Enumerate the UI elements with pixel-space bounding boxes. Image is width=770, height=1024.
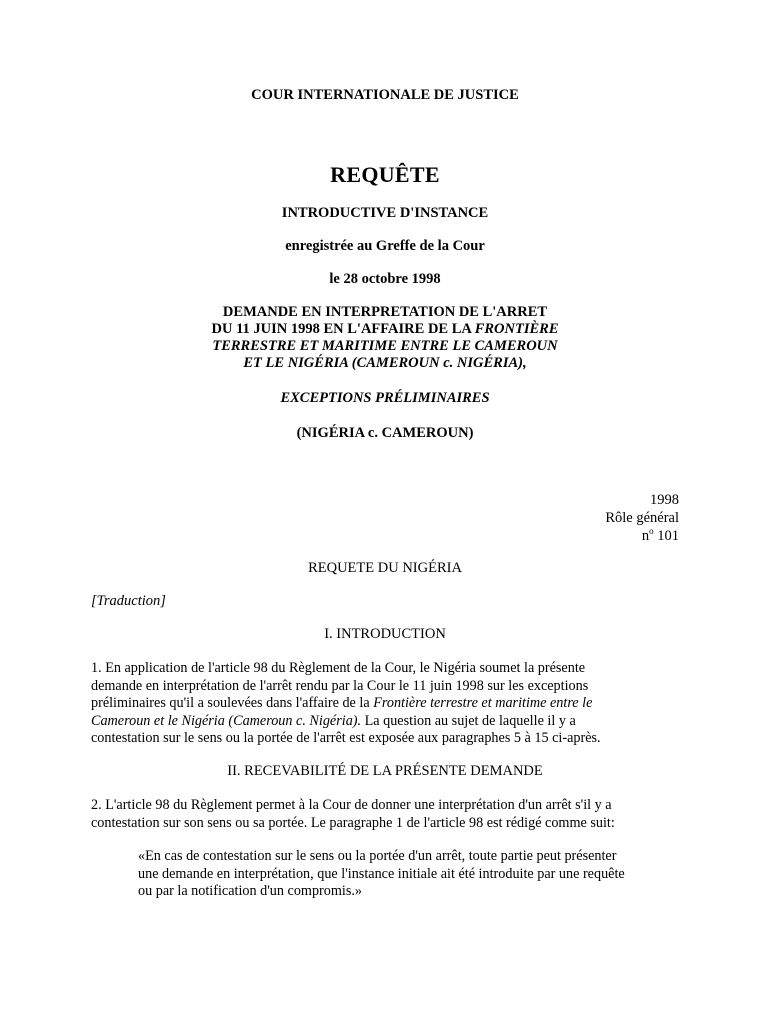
case-title-line-4: ET LE NIGÉRIA (CAMEROUN c. NIGÉRIA),: [243, 355, 527, 371]
case-title-line-2: [0, 321, 770, 338]
paragraph-2-line: contestation sur son sens ou sa portée. Le paragraphe 1 de l'article 98 est rédigé comme suit:: [91, 814, 615, 831]
registration-note: enregistrée au Greffe de la Cour: [285, 238, 485, 254]
paragraph-1-line-3-plain: préliminaires qu'il a soulevées dans l'affaire de la: [91, 695, 374, 711]
court-name: COUR INTERNATIONALE DE JUSTICE: [251, 87, 519, 103]
paragraph-1-line: 1. En application de l'article 98 du Règlement de la Cour, le Nigéria soumet la présente: [91, 660, 586, 676]
section-1-heading: I. INTRODUCTION: [324, 626, 446, 642]
case-title-line-3: TERRESTRE ET MARITIME ENTRE LE CAMEROUN: [212, 338, 558, 354]
quoted-article: [138, 848, 678, 901]
paragraph-1-line: [91, 695, 681, 713]
paragraph-2: [91, 797, 681, 832]
quote-line: «En cas de contestation sur le sens ou la portée d'un arrêt, toute partie peut présenter: [138, 848, 617, 864]
role-number-value: 101: [653, 528, 679, 544]
paragraph-2-line: 2. L'article 98 du Règlement permet à la Cour de donner une interprétation d'un arrêt s'il y a: [91, 797, 612, 813]
paragraph-1-line: [91, 713, 681, 731]
paragraph-1-line: contestation sur le sens ou la portée de l'arrêt est exposée aux paragraphes 5 à 15 ci-après.: [91, 730, 601, 746]
exceptions-heading: EXCEPTIONS PRÉLIMINAIRES: [280, 390, 490, 406]
paragraph-1-line-4-plain: La question au sujet de laquelle il y a: [361, 712, 576, 729]
paragraph-1-line: demande en interprétation de l'arrêt rendu par la Cour le 11 juin 1998 sur les exceptions: [91, 677, 589, 694]
quote-line: ou par la notification d'un compromis.»: [138, 883, 362, 899]
paragraph-1-line-3-italic: Frontière terrestre et maritime entre le: [373, 695, 593, 711]
paragraph-1: [91, 660, 681, 748]
paragraph-1-line-4-italic: Cameroun et le Nigéria (Cameroun c. Nigéria).: [91, 712, 362, 729]
role-label: Rôle général: [605, 510, 679, 526]
document-subtitle: INTRODUCTIVE D'INSTANCE: [281, 205, 489, 221]
requete-heading: REQUETE DU NIGÉRIA: [308, 560, 462, 576]
registration-date: le 28 octobre 1998: [329, 271, 441, 287]
traduction-label: [Traduction]: [91, 593, 166, 609]
case-title-line-2-italic: FRONTIÈRE: [474, 321, 559, 337]
role-block: [605, 491, 679, 545]
quote-line: une demande en interprétation, que l'instance initiale ait été introduite par une requête: [138, 865, 625, 882]
parties-heading: (NIGÉRIA c. CAMEROUN): [296, 425, 474, 441]
role-number-sup: o: [649, 526, 654, 536]
section-2-heading: II. RECEVABILITÉ DE LA PRÉSENTE DEMANDE: [227, 763, 543, 779]
role-number: [605, 527, 679, 545]
role-number-prefix: n: [641, 528, 650, 544]
role-year: 1998: [650, 492, 679, 508]
case-title-line-2-plain: DU 11 JUIN 1998 EN L'AFFAIRE DE LA: [211, 321, 475, 337]
case-title-line-1: DEMANDE EN INTERPRETATION DE L'ARRET: [222, 304, 548, 320]
case-title: [0, 304, 770, 372]
document-title: REQUÊTE: [330, 162, 440, 187]
